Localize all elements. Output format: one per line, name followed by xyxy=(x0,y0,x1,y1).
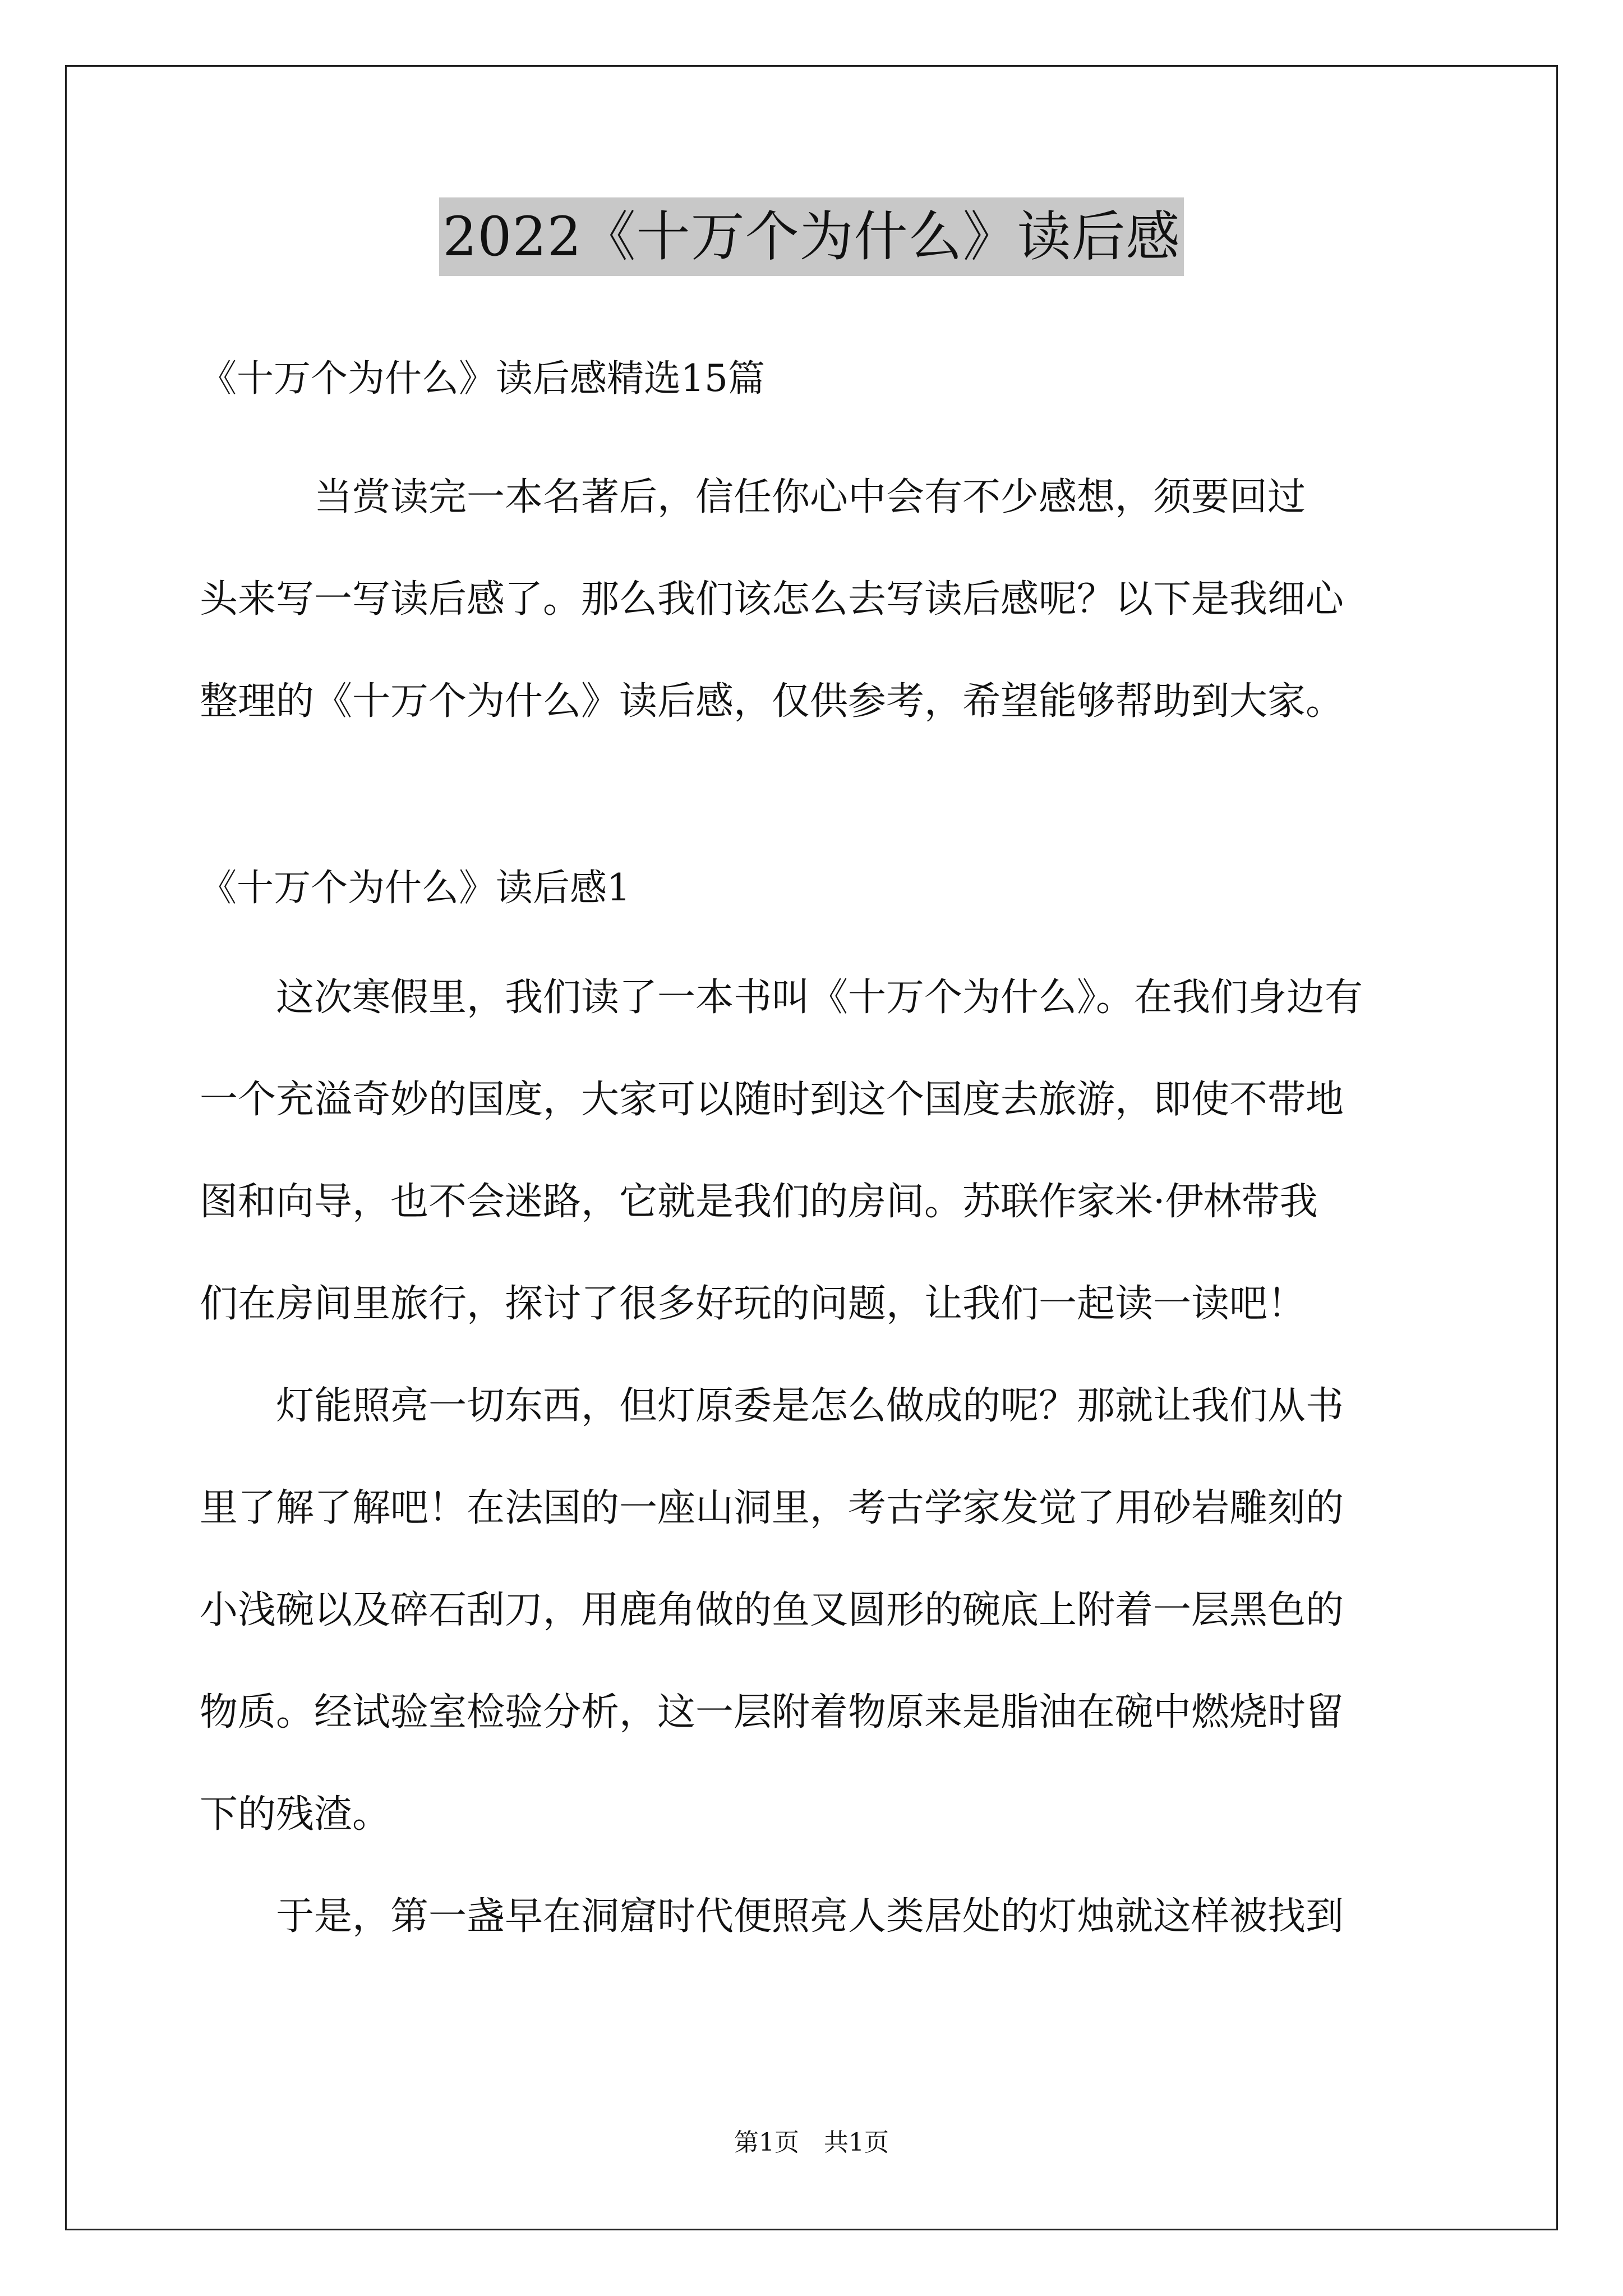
section-heading: 《十万个为什么》读后感1 xyxy=(200,866,630,909)
paragraph-1 xyxy=(200,947,1423,1355)
intro-line: 当赏读完一本名著后，信任你心中会有不少感想，须要回过 xyxy=(200,475,1306,519)
section-gap xyxy=(200,753,1423,852)
paragraph-3 xyxy=(200,1866,1423,1968)
intro-line: 头来写一写读后感了。那么我们该怎么去写读后感呢？以下是我细心 xyxy=(200,577,1344,622)
paragraph-line: 于是，第一盏早在洞窟时代便照亮人类居处的灯烛就这样被找到 xyxy=(200,1894,1344,1939)
paragraph-2 xyxy=(200,1355,1423,1866)
intro-line: 整理的《十万个为什么》读后感，仅供参考，希望能够帮助到大家。 xyxy=(200,679,1344,724)
paragraph-line: 们在房间里旅行，探讨了很多好玩的问题，让我们一起读一读吧！ xyxy=(200,1282,1306,1326)
document-body xyxy=(200,342,1423,1968)
paragraph-line: 灯能照亮一切东西，但灯原委是怎么做成的呢？那就让我们从书 xyxy=(200,1384,1344,1428)
title-container xyxy=(0,197,1623,276)
page-footer: 第1页 共1页 xyxy=(734,2128,889,2157)
document-subtitle: 《十万个为什么》读后感精选15篇 xyxy=(200,357,765,400)
paragraph-line: 里了解了解吧！在法国的一座山洞里，考古学家发觉了用砂岩雕刻的 xyxy=(200,1486,1344,1530)
document-title: 2022《十万个为什么》读后感 xyxy=(439,197,1183,276)
paragraph-line: 这次寒假里，我们读了一本书叫《十万个为什么》。在我们身边有 xyxy=(200,976,1363,1020)
intro-paragraph xyxy=(200,447,1423,753)
paragraph-line: 图和向导，也不会迷路，它就是我们的房间。苏联作家米·伊林带我 xyxy=(200,1180,1318,1224)
paragraph-line: 小浅碗以及碎石刮刀，用鹿角做的鱼叉圆形的碗底上附着一层黑色的 xyxy=(200,1588,1344,1632)
paragraph-line: 物质。经试验室检验分析，这一层附着物原来是脂油在碗中燃烧时留 xyxy=(200,1690,1344,1734)
paragraph-line: 一个充溢奇妙的国度，大家可以随时到这个国度去旅游，即使不带地 xyxy=(200,1078,1344,1122)
paragraph-line: 下的残渣。 xyxy=(200,1792,391,1837)
